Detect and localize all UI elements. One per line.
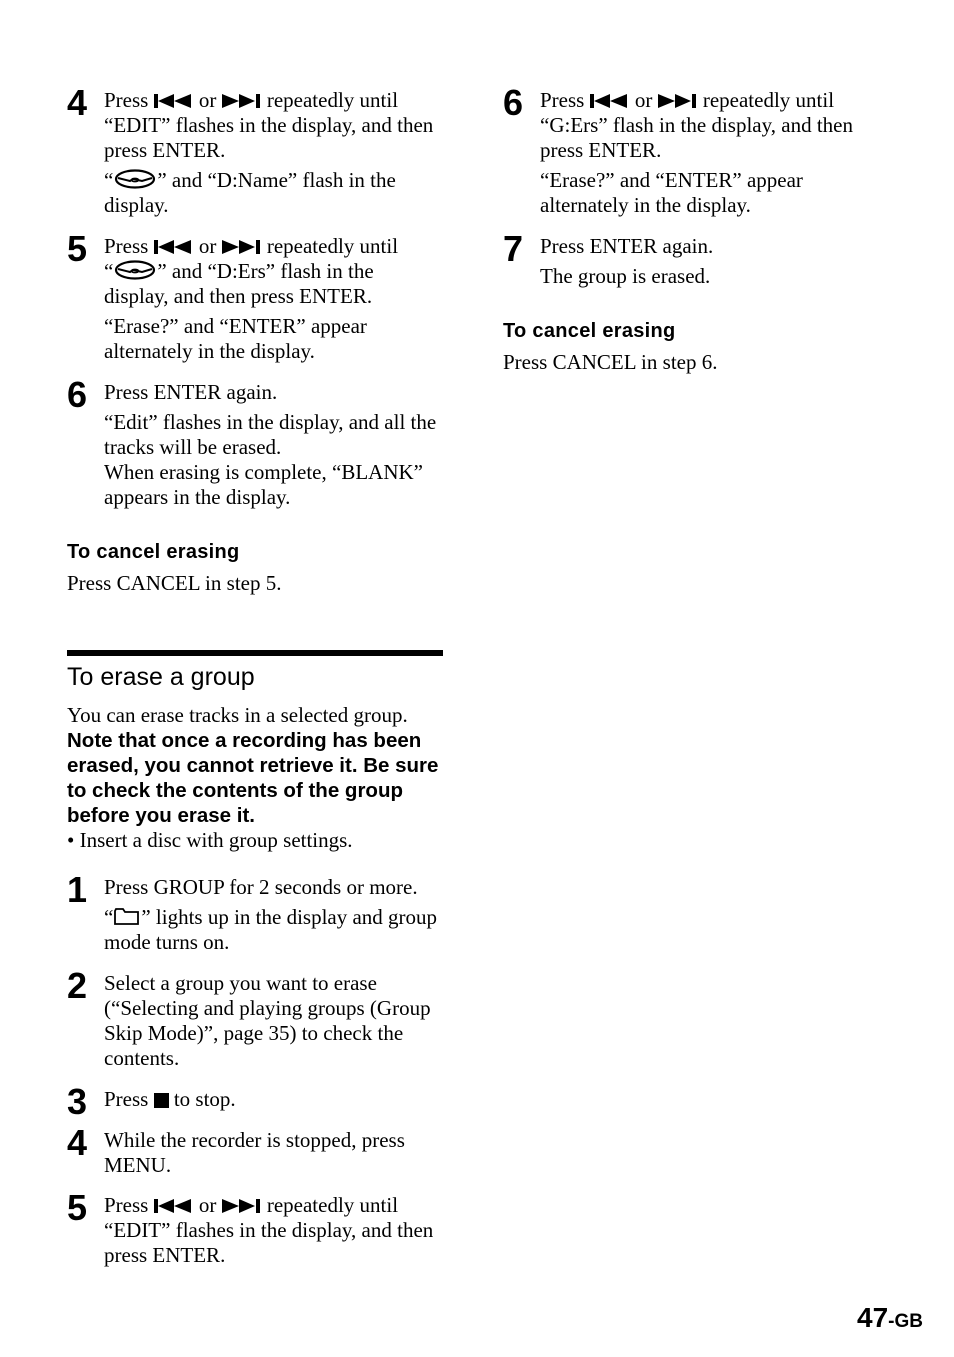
step-number: 6 bbox=[67, 374, 88, 415]
group-step-7 bbox=[503, 228, 883, 289]
step-4 bbox=[67, 82, 443, 218]
skip-forward-icon bbox=[222, 239, 262, 255]
step-result: ” lights up in the display and group mode turns on. bbox=[104, 905, 438, 954]
skip-back-icon bbox=[154, 93, 194, 109]
step-number: 4 bbox=[67, 82, 88, 123]
step-text: Press ENTER again. bbox=[104, 380, 278, 404]
step-text: Select a group you want to erase (“Selecting and playing groups (Group Skip Mode)”, page 35) to check the contents. bbox=[104, 971, 431, 1070]
step-text: Press bbox=[104, 234, 149, 258]
step-text: repeatedly until “EDIT” flashes in the display, and then press ENTER. bbox=[104, 1193, 434, 1267]
step-number: 5 bbox=[67, 1187, 88, 1228]
group-step-3 bbox=[67, 1081, 443, 1122]
step-text: Press bbox=[104, 1087, 149, 1111]
quote-open: “ bbox=[104, 259, 114, 283]
step-result: When erasing is complete, “BLANK” appears in the display. bbox=[104, 460, 423, 509]
cancel-heading: To cancel erasing bbox=[503, 320, 676, 342]
step-result: “Erase?” and “ENTER” appear alternately in the display. bbox=[104, 314, 367, 363]
stop-icon bbox=[154, 1093, 169, 1108]
step-text: Press bbox=[104, 88, 149, 112]
step-text: Press ENTER again. bbox=[540, 234, 714, 258]
step-result: ” and “D:Name” flash in the display. bbox=[104, 168, 396, 217]
disc-icon bbox=[113, 169, 157, 189]
folder-icon bbox=[113, 906, 141, 926]
step-text: repeatedly until bbox=[266, 234, 399, 258]
or-text: or bbox=[634, 88, 653, 112]
step-text: ” and “D:Ers” flash in the display, and then press ENTER. bbox=[104, 259, 374, 308]
skip-forward-icon bbox=[658, 93, 698, 109]
or-text: or bbox=[198, 1193, 217, 1217]
step-number: 7 bbox=[503, 228, 524, 269]
section-intro bbox=[67, 703, 447, 853]
skip-forward-icon bbox=[222, 1198, 262, 1214]
intro-text: You can erase tracks in a selected group. bbox=[67, 703, 408, 727]
quote-open: “ bbox=[104, 905, 114, 929]
group-step-1 bbox=[67, 869, 443, 955]
page-number bbox=[857, 1302, 923, 1334]
cancel-text: Press CANCEL in step 5. bbox=[67, 571, 282, 595]
or-text: or bbox=[198, 234, 217, 258]
step-text: repeatedly until “EDIT” flashes in the display, and then press ENTER. bbox=[104, 88, 434, 162]
group-step-5 bbox=[67, 1187, 443, 1268]
section-rule bbox=[67, 650, 443, 656]
skip-back-icon bbox=[154, 239, 194, 255]
page-number-value: 47 bbox=[857, 1302, 889, 1333]
step-number: 2 bbox=[67, 965, 88, 1006]
step-6 bbox=[67, 374, 443, 510]
step-number: 4 bbox=[67, 1122, 88, 1163]
bullet-item: • Insert a disc with group settings. bbox=[67, 828, 353, 852]
step-text: Press bbox=[104, 1193, 149, 1217]
step-result: “Edit” flashes in the display, and all the tracks will be erased. bbox=[104, 410, 437, 459]
step-text: Press GROUP for 2 seconds or more. bbox=[104, 875, 418, 899]
step-number: 3 bbox=[67, 1081, 88, 1122]
warning-text: Note that once a recording has been erased, you cannot retrieve it. Be sure to check the contents of the group before you erase it. bbox=[67, 729, 439, 827]
section-title: To erase a group bbox=[67, 663, 255, 691]
step-5 bbox=[67, 228, 443, 364]
quote-open: “ bbox=[104, 168, 114, 192]
step-result: “Erase?” and “ENTER” appear alternately in the display. bbox=[540, 168, 803, 217]
skip-back-icon bbox=[154, 1198, 194, 1214]
step-text: repeatedly until “G:Ers” flash in the display, and then press ENTER. bbox=[540, 88, 853, 162]
step-text: to stop. bbox=[173, 1087, 236, 1111]
step-text: While the recorder is stopped, press MENU. bbox=[104, 1128, 405, 1177]
cancel-heading: To cancel erasing bbox=[67, 541, 240, 563]
group-step-2 bbox=[67, 965, 443, 1071]
cancel-text: Press CANCEL in step 6. bbox=[503, 350, 718, 374]
page-number-suffix: -GB bbox=[888, 1311, 923, 1332]
step-number: 5 bbox=[67, 228, 88, 269]
skip-forward-icon bbox=[222, 93, 262, 109]
group-step-4 bbox=[67, 1122, 443, 1178]
step-text: Press bbox=[540, 88, 585, 112]
group-step-6 bbox=[503, 82, 883, 218]
step-number: 1 bbox=[67, 869, 88, 910]
step-result: The group is erased. bbox=[540, 264, 711, 288]
disc-icon bbox=[113, 260, 157, 280]
skip-back-icon bbox=[590, 93, 630, 109]
or-text: or bbox=[198, 88, 217, 112]
step-number: 6 bbox=[503, 82, 524, 123]
